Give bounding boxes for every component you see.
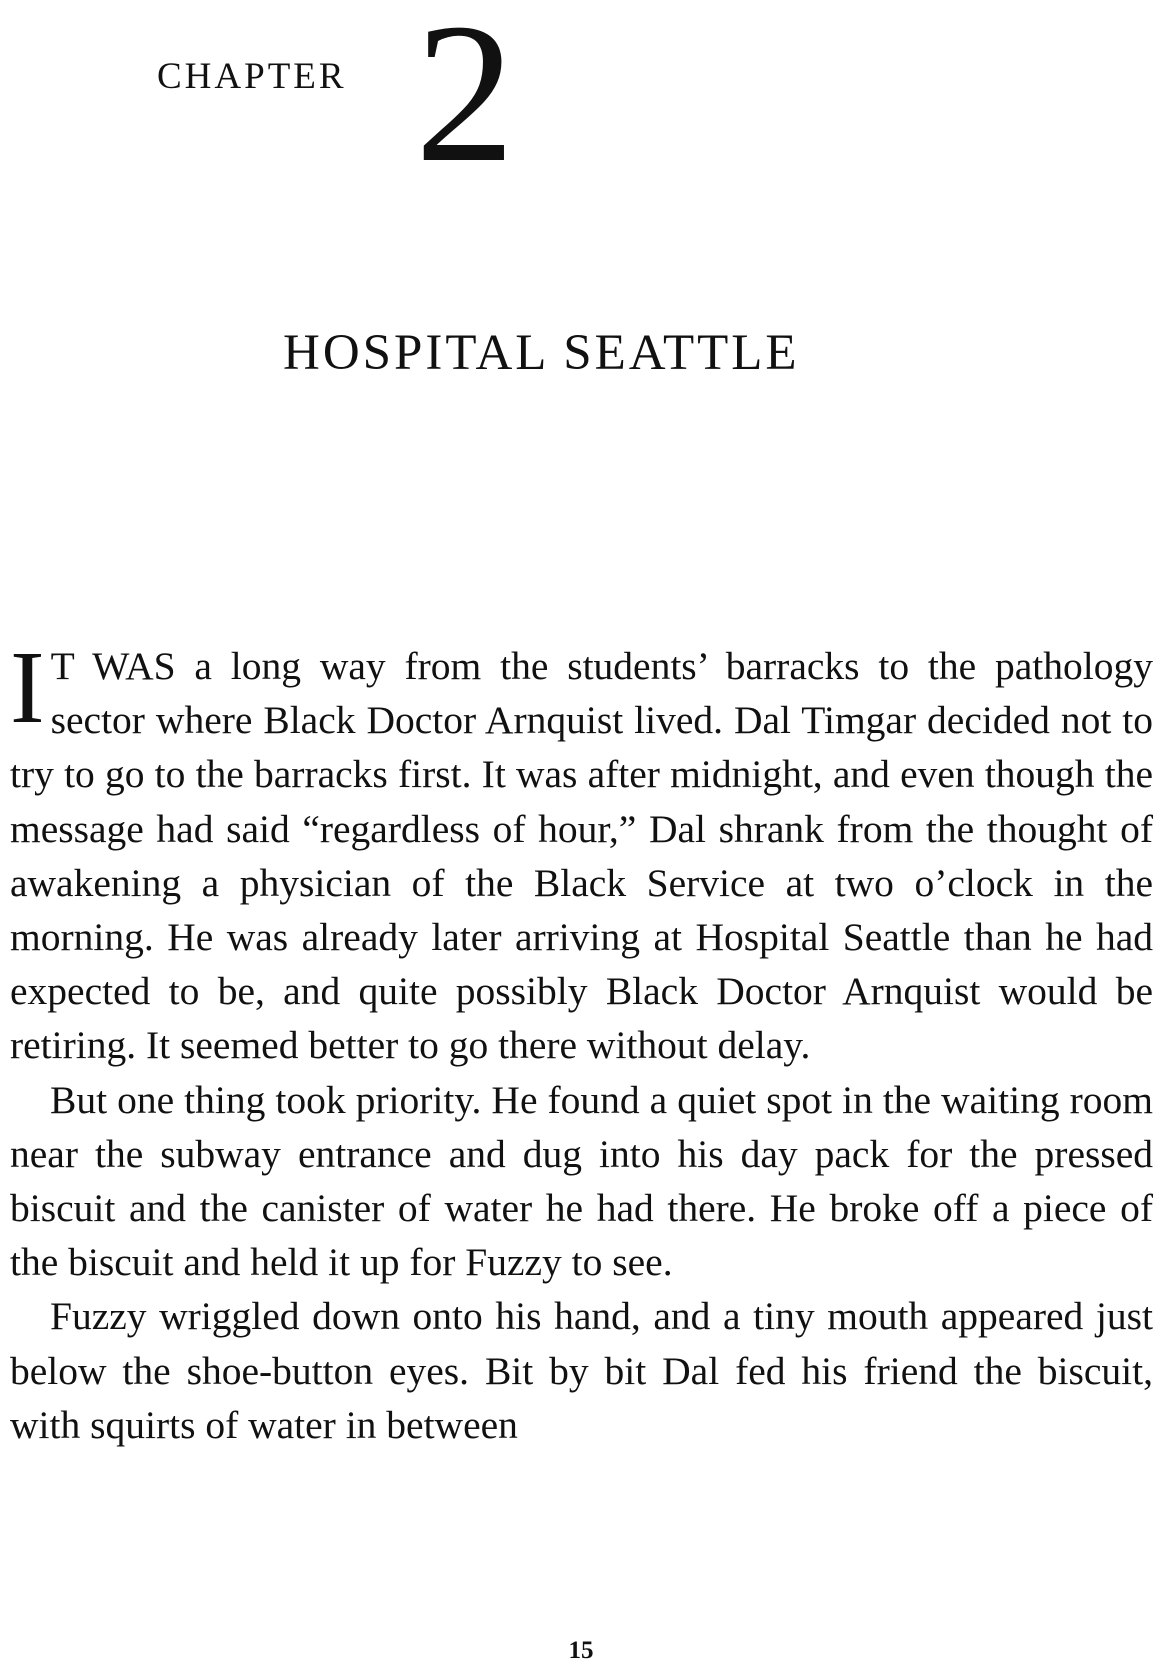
opening-words: T WAS: [50, 644, 176, 688]
chapter-label: CHAPTER: [157, 56, 347, 97]
paragraph-1: [10, 630, 1153, 1073]
page-number: 15: [568, 1637, 594, 1664]
chapter-body: [10, 630, 1153, 1452]
chapter-title: HOSPITAL SEATTLE: [283, 325, 800, 381]
paragraph-2: But one thing took priority. He found a quiet spot in the waiting room near the subway entrance and dug into his day pack for the pressed biscuit and the canister of water he had there. He broke off a piece of the biscuit and held it up for Fuzzy to see.: [10, 1077, 1153, 1285]
paragraph-1-text: a long way from the students’ barracks to the pathology sector where Black Doctor Arnquist lived. Dal Timgar decided not to try to go to the barracks first. It was after midnight, and even though the message had said “regardless of hour,” Dal shrank from the thought of awakening a physician of the Black Service at two o’clock in the morning. He was already later arriving at Hospital Seattle than he had expected to be, and quite possibly Black Doctor Arnquist would be retiring. It seemed better to go there without delay.: [10, 644, 1153, 1068]
paragraph-3: Fuzzy wriggled down onto his hand, and a tiny mouth appeared just below the shoe-button eyes. Bit by bit Dal fed his friend the biscuit, with squirts of water in between: [10, 1294, 1153, 1447]
drop-cap: I: [10, 630, 45, 745]
chapter-number: 2: [415, 0, 515, 204]
